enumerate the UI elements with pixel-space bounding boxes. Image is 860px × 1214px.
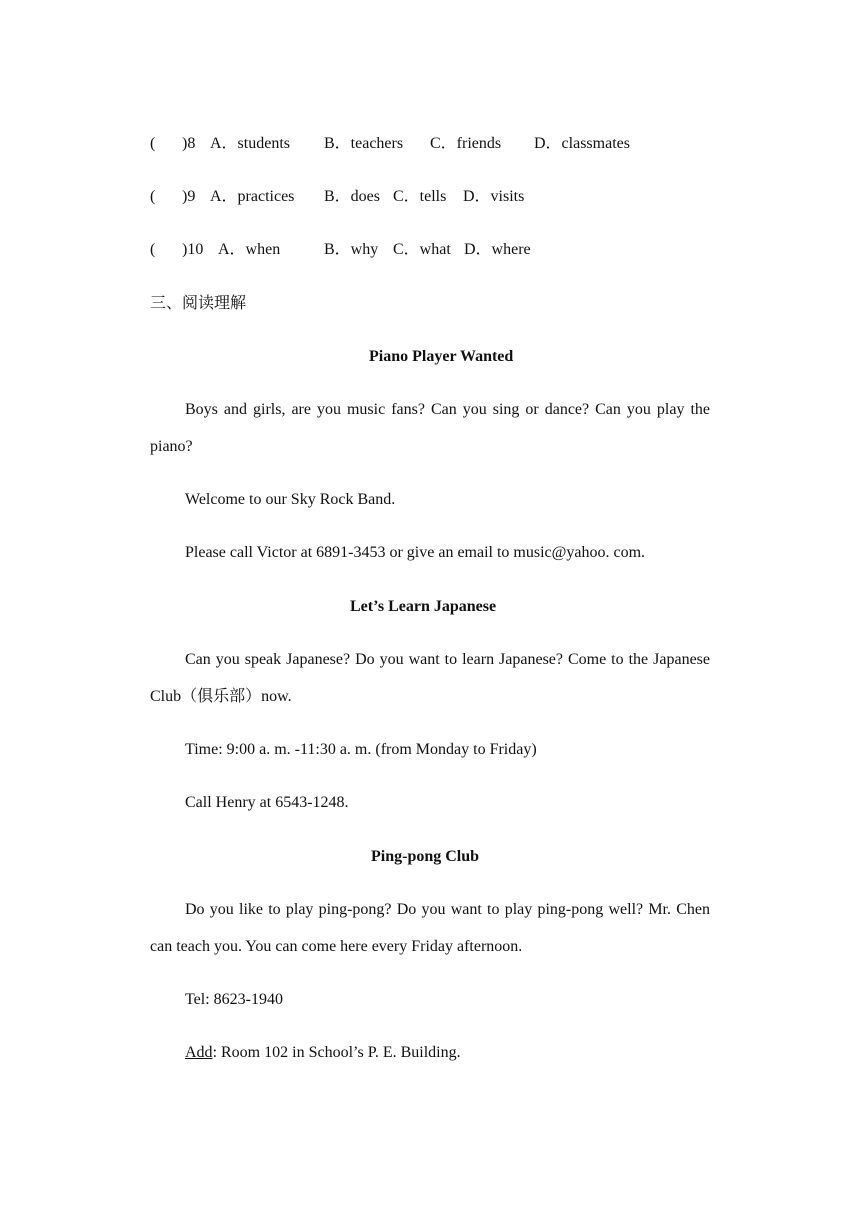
answer-paren-open: ( bbox=[150, 135, 156, 152]
option-c: C．friends bbox=[430, 135, 502, 152]
option-d: D．visits bbox=[463, 188, 525, 205]
ad-intro-paragraph: Do you like to play ping-pong? Do you want to play ping-pong well? Mr. Chen can teach you. You can come here every Friday afternoon. bbox=[150, 901, 710, 955]
option-c: C．tells bbox=[393, 188, 447, 205]
question-number: )9 bbox=[182, 188, 196, 205]
section-heading: 三、阅读理解 bbox=[150, 295, 247, 312]
ad-time-paragraph: Time: 9:00 a. m. -11:30 a. m. (from Monday to Friday) bbox=[185, 741, 537, 758]
option-b: B．why bbox=[324, 241, 379, 258]
option-b: B．does bbox=[324, 188, 381, 205]
ad-title: Let’s Learn Japanese bbox=[350, 598, 497, 615]
option-d: D．where bbox=[464, 241, 531, 258]
question-number: )8 bbox=[182, 135, 196, 152]
ad-address-paragraph bbox=[185, 1043, 461, 1063]
ad-contact-paragraph: Call Henry at 6543-1248. bbox=[185, 794, 349, 811]
option-b: B．teachers bbox=[324, 135, 404, 152]
ad-title: Ping-pong Club bbox=[371, 848, 480, 865]
ad-title: Piano Player Wanted bbox=[369, 348, 514, 365]
answer-paren-open: ( bbox=[150, 188, 156, 205]
address-label: Add bbox=[185, 1044, 213, 1061]
ad-intro-paragraph: Boys and girls, are you music fans? Can you sing or dance? Can you play the piano? bbox=[150, 401, 710, 455]
ad-tel-paragraph: Tel: 8623-1940 bbox=[185, 991, 283, 1008]
option-d: D．classmates bbox=[534, 135, 630, 152]
ad-paragraph: Welcome to our Sky Rock Band. bbox=[185, 491, 396, 508]
option-a: A．practices bbox=[210, 188, 295, 205]
ad-contact-paragraph: Please call Victor at 6891-3453 or give an email to music@yahoo. com. bbox=[185, 544, 646, 561]
option-a: A．when bbox=[218, 241, 281, 258]
question-number: )10 bbox=[182, 241, 204, 258]
answer-paren-open: ( bbox=[150, 241, 156, 258]
option-c: C．what bbox=[393, 241, 451, 258]
address-text: : Room 102 in School’s P. E. Building. bbox=[212, 1044, 461, 1061]
ad-intro-paragraph: Can you speak Japanese? Do you want to learn Japanese? Come to the Japanese Club（俱乐部）now. bbox=[150, 651, 710, 705]
option-a: A．students bbox=[210, 135, 291, 152]
